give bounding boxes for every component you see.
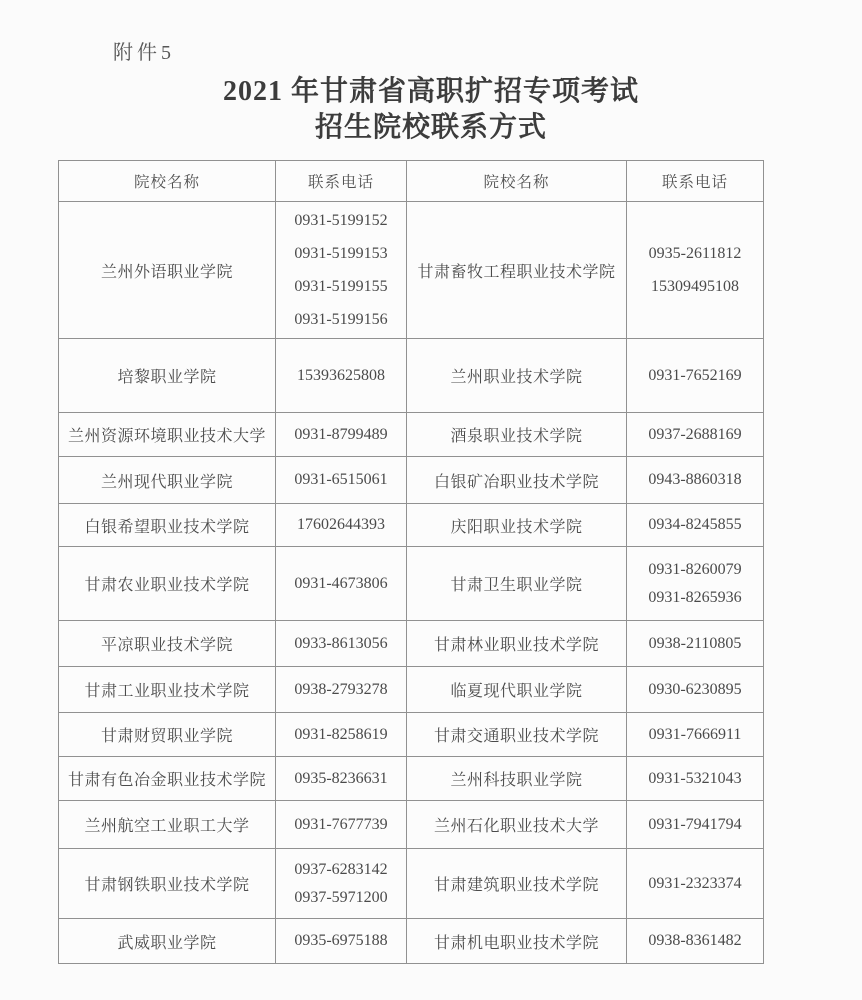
phone-line: 0934-8245855 [648, 516, 742, 533]
college-name-cell: 甘肃财贸职业学院 [59, 713, 276, 757]
phone-line: 0931-5199155 [294, 278, 388, 295]
phone-line: 0931-5321043 [648, 769, 742, 787]
column-header: 联系电话 [276, 161, 407, 202]
phone-line: 0931-7666911 [648, 725, 742, 743]
college-name-cell: 白银矿冶职业技术学院 [407, 457, 627, 504]
phone-line: 0931-7652169 [648, 366, 742, 384]
college-name-cell: 临夏现代职业学院 [407, 667, 627, 713]
college-name-cell: 酒泉职业技术学院 [407, 413, 627, 457]
college-name-cell: 甘肃建筑职业技术学院 [407, 849, 627, 919]
phone-line: 0931-7677739 [294, 815, 388, 833]
phone-line: 0931-6515061 [294, 471, 388, 488]
phone-cell [627, 457, 764, 504]
college-name-cell: 兰州石化职业技术大学 [407, 801, 627, 849]
phone-line: 15309495108 [651, 278, 739, 295]
page-title [0, 74, 862, 146]
phone-cell [627, 621, 764, 667]
table-row [59, 801, 764, 849]
phone-line: 17602644393 [297, 516, 385, 533]
table-body [59, 202, 764, 964]
college-name-cell: 兰州科技职业学院 [407, 757, 627, 801]
phone-line: 0931-5199153 [294, 245, 388, 262]
college-name-cell: 兰州职业技术学院 [407, 339, 627, 413]
phone-line: 0935-8236631 [294, 769, 388, 787]
phone-line: 0931-8265936 [648, 588, 742, 606]
phone-line: 0938-2793278 [294, 680, 388, 698]
college-name-cell: 甘肃工业职业技术学院 [59, 667, 276, 713]
phone-cell [276, 339, 407, 413]
table-row [59, 757, 764, 801]
college-name-cell: 甘肃钢铁职业技术学院 [59, 849, 276, 919]
phone-line: 0931-7941794 [648, 815, 742, 833]
phone-cell [627, 757, 764, 801]
phone-line: 0935-6975188 [294, 932, 388, 949]
table-row [59, 919, 764, 964]
phone-line: 0931-2323374 [648, 874, 742, 892]
phone-cell [627, 667, 764, 713]
phone-cell [627, 339, 764, 413]
phone-cell [276, 667, 407, 713]
phone-cell [276, 757, 407, 801]
page-title-line2: 招生院校联系方式 [314, 112, 547, 143]
college-name-cell: 甘肃交通职业技术学院 [407, 713, 627, 757]
phone-line: 15393625808 [297, 366, 385, 384]
phone-cell [276, 547, 407, 621]
phone-cell [627, 504, 764, 547]
phone-line: 0931-5199156 [294, 311, 388, 328]
college-name-cell: 兰州现代职业学院 [59, 457, 276, 504]
table-header [59, 161, 764, 202]
table-row [59, 413, 764, 457]
phone-line: 0931-4673806 [294, 574, 388, 592]
table-row [59, 849, 764, 919]
phone-cell [627, 713, 764, 757]
phone-cell [276, 504, 407, 547]
phone-cell [276, 621, 407, 667]
phone-line: 0933-8613056 [294, 634, 388, 652]
college-name-cell: 兰州外语职业学院 [59, 202, 276, 339]
table-header-row [59, 161, 764, 202]
phone-line: 0937-6283142 [294, 860, 388, 878]
phone-line: 0931-8258619 [294, 725, 388, 743]
phone-line: 0937-5971200 [294, 888, 388, 906]
college-name-cell: 甘肃林业职业技术学院 [407, 621, 627, 667]
phone-line: 0937-2688169 [648, 425, 742, 443]
phone-cell [276, 457, 407, 504]
phone-cell [627, 801, 764, 849]
college-name-cell: 培黎职业学院 [59, 339, 276, 413]
attachment-label: 附件5 [113, 42, 175, 64]
college-name-cell: 甘肃卫生职业学院 [407, 547, 627, 621]
table-row [59, 504, 764, 547]
table-row [59, 667, 764, 713]
phone-line: 0938-8361482 [648, 932, 742, 949]
phone-cell [276, 413, 407, 457]
college-name-cell: 兰州资源环境职业技术大学 [59, 413, 276, 457]
table-row [59, 457, 764, 504]
college-contact-table [58, 160, 764, 964]
phone-line: 0935-2611812 [648, 245, 742, 262]
phone-cell [627, 919, 764, 964]
phone-line: 0931-8260079 [648, 560, 742, 578]
college-name-cell: 庆阳职业技术学院 [407, 504, 627, 547]
table-row [59, 621, 764, 667]
phone-cell [276, 801, 407, 849]
phone-line: 0930-6230895 [648, 680, 742, 698]
column-header: 院校名称 [59, 161, 276, 202]
phone-cell [627, 202, 764, 339]
college-name-cell: 兰州航空工业职工大学 [59, 801, 276, 849]
page-title-line1: 2021 年甘肃省高职扩招专项考试 [222, 76, 639, 107]
phone-cell [627, 849, 764, 919]
table-row [59, 202, 764, 339]
table-row [59, 713, 764, 757]
table-row [59, 547, 764, 621]
phone-cell [276, 202, 407, 339]
college-name-cell: 甘肃有色冶金职业技术学院 [59, 757, 276, 801]
college-name-cell: 甘肃畜牧工程职业技术学院 [407, 202, 627, 339]
college-name-cell: 白银希望职业技术学院 [59, 504, 276, 547]
college-name-cell: 甘肃农业职业技术学院 [59, 547, 276, 621]
phone-line: 0943-8860318 [648, 471, 742, 488]
college-name-cell: 甘肃机电职业技术学院 [407, 919, 627, 964]
phone-line: 0931-8799489 [294, 425, 388, 443]
table-row [59, 339, 764, 413]
college-name-cell: 武威职业学院 [59, 919, 276, 964]
column-header: 联系电话 [627, 161, 764, 202]
column-header: 院校名称 [407, 161, 627, 202]
phone-line: 0931-5199152 [294, 212, 388, 229]
phone-cell [276, 849, 407, 919]
phone-cell [627, 413, 764, 457]
college-name-cell: 平凉职业技术学院 [59, 621, 276, 667]
phone-cell [276, 713, 407, 757]
phone-line: 0938-2110805 [648, 634, 742, 652]
phone-cell [627, 547, 764, 621]
phone-cell [276, 919, 407, 964]
